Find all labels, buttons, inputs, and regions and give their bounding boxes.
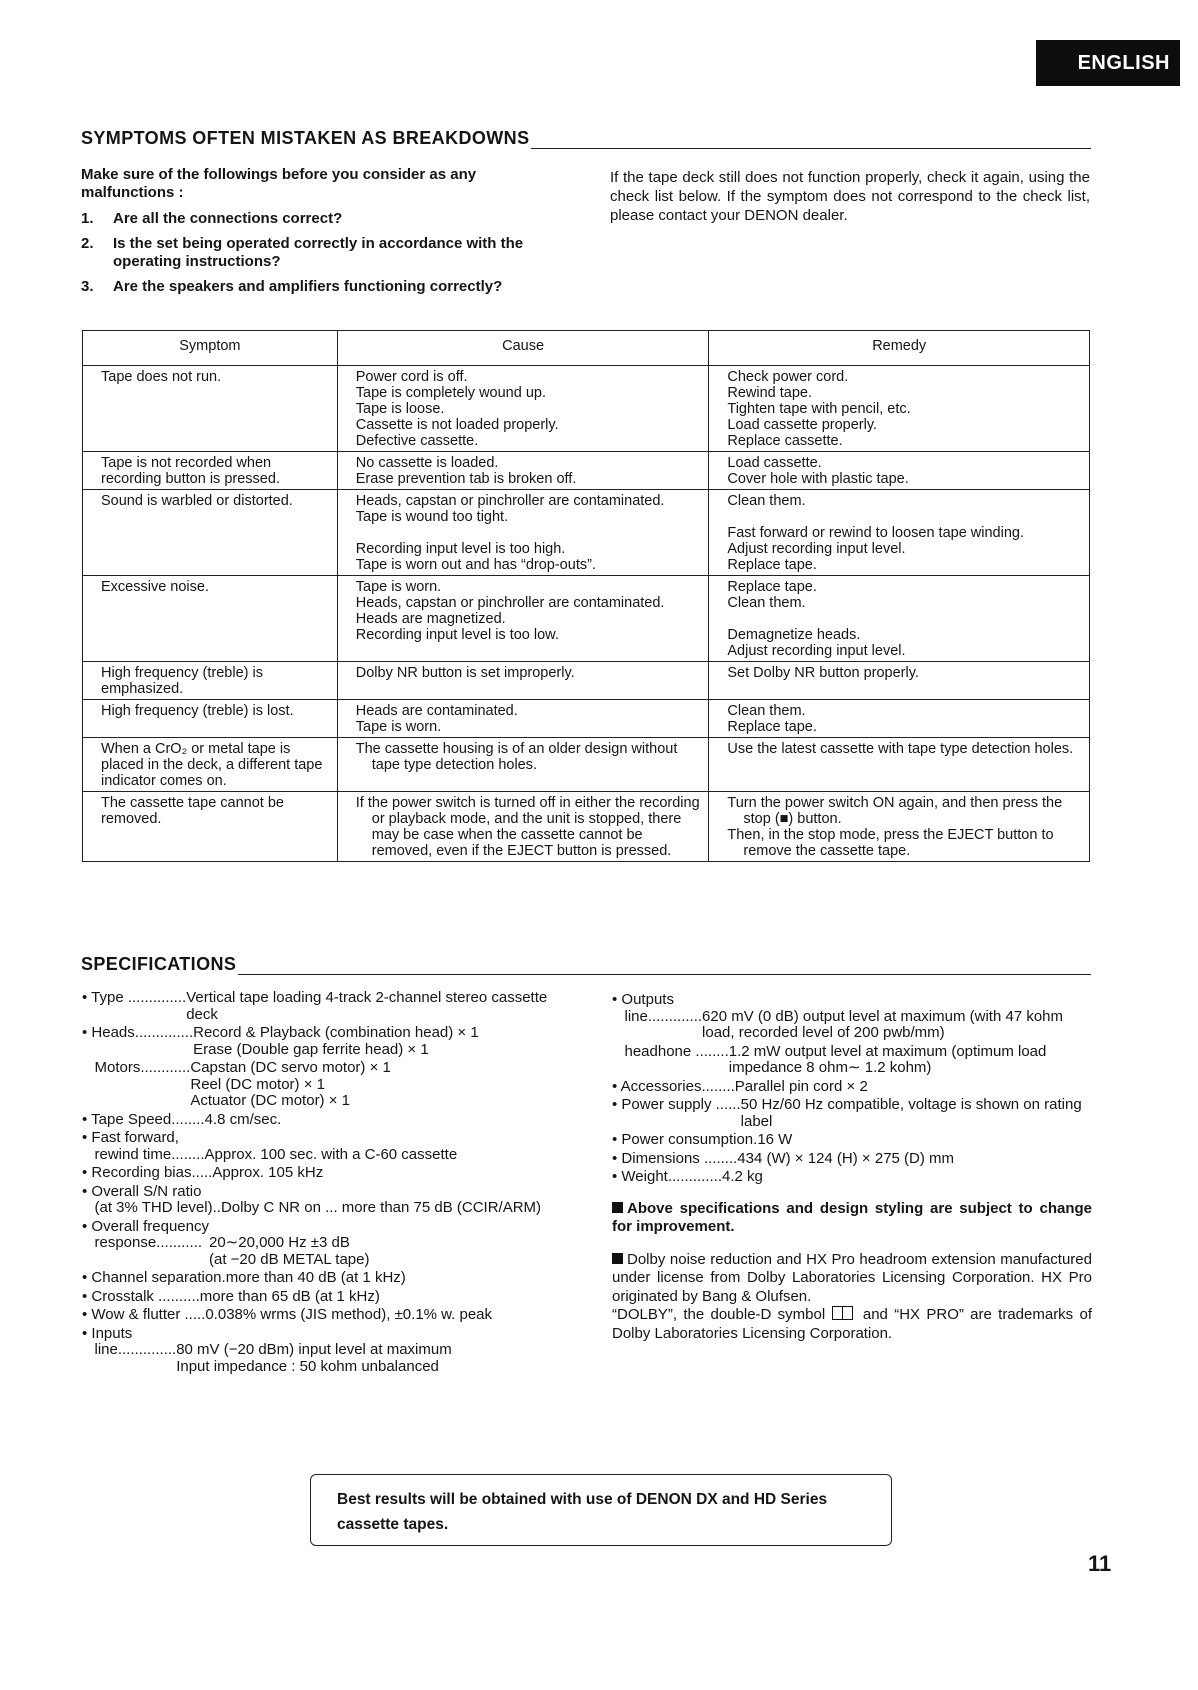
spec-row bbox=[612, 1151, 1092, 1168]
check-text: Are the speakers and amplifiers functioning correctly? bbox=[113, 278, 503, 295]
spec-value: 434 (W) × 124 (H) × 275 (D) mm bbox=[737, 1149, 955, 1167]
symptoms-title: SYMPTOMS OFTEN MISTAKEN AS BREAKDOWNS bbox=[81, 128, 530, 148]
cause-cell bbox=[337, 738, 709, 792]
symptom-cell: When a CrO₂ or metal tape is placed in the deck, a different tape indicator comes on. bbox=[83, 738, 338, 792]
remedy-line: Turn the power switch ON again, and then press the stop (■) button. bbox=[727, 795, 1063, 827]
check-list bbox=[81, 210, 563, 296]
remedy-line: Use the latest cassette with tape type detection holes. bbox=[727, 741, 1074, 757]
intro-lead: Make sure of the followings before you consider as any malfunctions : bbox=[81, 166, 477, 201]
remedy-cell bbox=[709, 662, 1090, 700]
spec-value: 4.8 cm/sec. bbox=[204, 1110, 282, 1128]
spec-value bbox=[176, 1326, 562, 1343]
remedy-line: Check power cord. bbox=[727, 369, 849, 385]
specifications-title: SPECIFICATIONS bbox=[81, 954, 237, 974]
dolby-note bbox=[612, 1251, 1092, 1344]
spec-label: • Power consumption. bbox=[612, 1131, 758, 1148]
spec-value bbox=[221, 1184, 562, 1201]
heading-rule bbox=[238, 974, 1091, 975]
cause-line: Recording input level is too low. bbox=[355, 627, 559, 643]
spec-label: • Tape Speed........ bbox=[82, 1110, 205, 1128]
spec-value bbox=[205, 1130, 562, 1147]
spec-value: 0.038% wrms (JIS method), ±0.1% w. peak bbox=[205, 1306, 493, 1323]
symptom-cell: The cassette tape cannot be removed. bbox=[83, 792, 338, 862]
remedy-line: Set Dolby NR button properly. bbox=[727, 665, 919, 681]
remedy-line: Replace tape. bbox=[727, 719, 817, 735]
spec-row bbox=[82, 1112, 562, 1129]
spec-values bbox=[212, 1165, 562, 1182]
spec-value: 20∼20,000 Hz ±3 dB bbox=[208, 1234, 350, 1251]
table-row bbox=[83, 452, 1090, 490]
table-header-row bbox=[83, 331, 1090, 366]
intro-checklist bbox=[81, 166, 563, 303]
spec-values bbox=[737, 1151, 1092, 1168]
spec-value: 50 Hz/60 Hz compatible, voltage is shown on rating label bbox=[740, 1096, 1082, 1130]
symptom-cell: High frequency (treble) is lost. bbox=[83, 700, 338, 738]
spec-row bbox=[82, 990, 562, 1023]
spec-row bbox=[82, 1270, 562, 1287]
spec-value: Record & Playback (combination head) × 1 bbox=[193, 1024, 479, 1041]
spec-row bbox=[82, 1219, 562, 1269]
cause-line: The cassette housing is of an older design without tape type detection holes. bbox=[355, 741, 678, 773]
check-item bbox=[81, 210, 563, 228]
remedy-line: Rewind tape. bbox=[727, 385, 813, 401]
dolby-trademark-text-a: “DOLBY”, the double-D symbol bbox=[612, 1306, 826, 1323]
symptom-cell: Tape is not recorded when recording button is pressed. bbox=[83, 452, 338, 490]
spec-label: • Wow & flutter ..... bbox=[82, 1306, 206, 1323]
spec-value: Dolby C NR on ... more than 75 dB (CCIR/ARM) bbox=[220, 1199, 542, 1216]
cause-line: Cassette is not loaded properly. bbox=[355, 417, 559, 433]
spec-label: Motors............ bbox=[82, 1059, 191, 1076]
header-cause: Cause bbox=[337, 331, 709, 366]
remedy-line: Then, in the stop mode, press the EJECT button to remove the cassette tape. bbox=[727, 827, 1054, 859]
remedy-line: Adjust recording input level. bbox=[727, 541, 906, 557]
symptom-cell: Excessive noise. bbox=[83, 576, 338, 662]
remedy-line: Load cassette properly. bbox=[727, 417, 878, 433]
cause-cell bbox=[337, 700, 709, 738]
cause-line: Tape is worn. bbox=[355, 719, 442, 735]
cause-line: Heads are magnetized. bbox=[355, 611, 506, 627]
spec-value: Approx. 100 sec. with a C-60 cassette bbox=[204, 1145, 458, 1163]
remedy-line: Adjust recording input level. bbox=[727, 643, 906, 659]
cause-line: Tape is completely wound up. bbox=[355, 385, 546, 401]
cause-cell bbox=[337, 792, 709, 862]
symptoms-heading bbox=[81, 128, 1091, 149]
remedy-cell bbox=[709, 366, 1090, 452]
cause-line: Heads are contaminated. bbox=[355, 703, 518, 719]
spec-label: • Heads.............. bbox=[82, 1024, 194, 1041]
remedy-line: Clean them. bbox=[727, 595, 806, 611]
spec-value: (at −20 dB METAL tape) bbox=[208, 1250, 370, 1268]
spec-value bbox=[702, 992, 1092, 1009]
remedy-line: Fast forward or rewind to loosen tape winding. bbox=[727, 525, 1024, 541]
specifications-heading bbox=[81, 954, 1091, 975]
remedy-cell bbox=[709, 738, 1090, 792]
table-row bbox=[83, 792, 1090, 862]
cause-line: If the power switch is turned off in either the recording or playback mode, and the unit is stopped, there may be case when the cassette cannot be removed, even if the EJECT button is pressed. bbox=[355, 795, 700, 859]
symptom-cell: Sound is warbled or distorted. bbox=[83, 490, 338, 576]
spec-values bbox=[226, 1270, 562, 1287]
cause-line: No cassette is loaded. bbox=[355, 455, 499, 471]
language-badge: ENGLISH bbox=[1036, 40, 1180, 86]
remedy-cell bbox=[709, 792, 1090, 862]
spec-value: 620 mV (0 dB) output level at maximum (with 47 kohm load, recorded level of 200 pwb/mm) bbox=[702, 1007, 1064, 1041]
spec-values bbox=[209, 1219, 562, 1269]
spec-row bbox=[82, 1060, 562, 1110]
table-row bbox=[83, 490, 1090, 576]
cause-line: Tape is worn. bbox=[355, 579, 442, 595]
spec-value: 4.2 kg bbox=[722, 1168, 763, 1185]
spec-row bbox=[82, 1165, 562, 1182]
spec-label: • Recording bias..... bbox=[82, 1164, 213, 1181]
cause-cell bbox=[337, 366, 709, 452]
remedy-line: Clean them. bbox=[727, 493, 806, 509]
spec-value: Capstan (DC servo motor) × 1 bbox=[190, 1059, 391, 1076]
header-remedy: Remedy bbox=[709, 331, 1090, 366]
spec-value: more than 65 dB (at 1 kHz) bbox=[199, 1287, 380, 1305]
spec-values bbox=[176, 1326, 562, 1376]
remedy-line bbox=[727, 509, 1083, 525]
spec-label: • Overall frequency response........... bbox=[82, 1217, 209, 1251]
cause-cell bbox=[337, 452, 709, 490]
page-number: 11 bbox=[1088, 1551, 1112, 1576]
spec-value: 1.2 mW output level at maximum (optimum load impedance 8 ohm∼ 1.2 kohm) bbox=[728, 1042, 1047, 1076]
spec-change-note bbox=[612, 1200, 1092, 1237]
header-symptom: Symptom bbox=[83, 331, 338, 366]
spec-label: headhone ........ bbox=[612, 1042, 729, 1060]
cause-line: Erase prevention tab is broken off. bbox=[355, 471, 577, 487]
spec-value: Reel (DC motor) × 1 bbox=[190, 1075, 325, 1093]
table-row bbox=[83, 662, 1090, 700]
cause-cell bbox=[337, 490, 709, 576]
spec-label: • Type .............. bbox=[82, 989, 187, 1006]
spec-value: 16 W bbox=[757, 1131, 793, 1148]
spec-value: Vertical tape loading 4-track 2-channel stereo cassette deck bbox=[186, 989, 548, 1023]
table-row bbox=[83, 576, 1090, 662]
remedy-line: Demagnetize heads. bbox=[727, 627, 861, 643]
double-d-icon bbox=[842, 1306, 853, 1320]
spec-values bbox=[205, 1307, 562, 1324]
check-text: Is the set being operated correctly in accordance with the operating instructions? bbox=[113, 235, 524, 270]
spec-label: • Crosstalk .......... bbox=[82, 1287, 200, 1305]
square-bullet-icon bbox=[612, 1202, 623, 1213]
spec-value: Erase (Double gap ferrite head) × 1 bbox=[193, 1040, 429, 1058]
spec-row bbox=[82, 1130, 562, 1163]
remedy-line: Load cassette. bbox=[727, 455, 822, 471]
cause-line: Tape is wound too tight. bbox=[355, 509, 509, 525]
remedy-line: Tighten tape with pencil, etc. bbox=[727, 401, 911, 417]
spec-value: more than 40 dB (at 1 kHz) bbox=[225, 1269, 406, 1286]
spec-value: Parallel pin cord × 2 bbox=[734, 1077, 868, 1095]
remedy-cell bbox=[709, 700, 1090, 738]
spec-row bbox=[612, 1132, 1092, 1149]
dolby-license-text: Dolby noise reduction and HX Pro headroom extension manufactured under license from Dolby Laboratories Licensing Corporation. HX Pro originated by Bang & Olufsen. bbox=[612, 1250, 1092, 1305]
remedy-line: Cover hole with plastic tape. bbox=[727, 471, 909, 487]
cause-line: Defective cassette. bbox=[355, 433, 479, 449]
spec-row bbox=[82, 1289, 562, 1306]
spec-values bbox=[200, 1289, 562, 1306]
cause-line: Tape is worn out and has “drop-outs”. bbox=[355, 557, 596, 573]
troubleshooting-table bbox=[82, 330, 1090, 862]
spec-value: 80 mV (−20 dBm) input level at maximum bbox=[176, 1341, 452, 1358]
spec-row bbox=[82, 1307, 562, 1324]
spec-value: Actuator (DC motor) × 1 bbox=[190, 1092, 350, 1109]
check-number: 2. bbox=[81, 235, 94, 252]
spec-label: • Outputs line............. bbox=[612, 991, 703, 1025]
cause-line: Heads, capstan or pinchroller are contaminated. bbox=[355, 595, 665, 611]
remedy-cell bbox=[709, 490, 1090, 576]
symptom-cell: Tape does not run. bbox=[83, 366, 338, 452]
spec-row bbox=[82, 1326, 562, 1376]
specs-right-column bbox=[612, 992, 1092, 1343]
spec-label: • Overall S/N ratio (at 3% THD level).. bbox=[82, 1182, 221, 1216]
table-row bbox=[83, 738, 1090, 792]
cause-line: Tape is loose. bbox=[355, 401, 445, 417]
spec-values bbox=[757, 1132, 1092, 1149]
spec-row bbox=[82, 1025, 562, 1058]
intro-contact-note: If the tape deck still does not function properly, check it again, using the check list below. If the symptom does not correspond to the check list, please contact your DENON dealer. bbox=[610, 169, 1090, 224]
table-row bbox=[83, 366, 1090, 452]
remedy-line: Replace tape. bbox=[727, 579, 817, 595]
spec-values bbox=[221, 1184, 562, 1217]
check-item bbox=[81, 235, 563, 271]
remedy-cell bbox=[709, 576, 1090, 662]
spec-row bbox=[82, 1184, 562, 1217]
spec-label: • Accessories........ bbox=[612, 1077, 735, 1095]
cause-line: Dolby NR button is set improperly. bbox=[355, 665, 575, 681]
check-text: Are all the connections correct? bbox=[113, 210, 343, 227]
spec-label: • Inputs line.............. bbox=[82, 1324, 177, 1358]
spec-values bbox=[741, 1097, 1092, 1130]
spec-label: • Channel separation. bbox=[82, 1269, 226, 1286]
check-item bbox=[81, 278, 563, 296]
specs-left-column bbox=[82, 990, 562, 1377]
best-results-box: Best results will be obtained with use of DENON DX and HD Series cassette tapes. bbox=[310, 1474, 892, 1546]
cause-line: Recording input level is too high. bbox=[355, 541, 566, 557]
spec-value: Input impedance : 50 kohm unbalanced bbox=[176, 1357, 439, 1375]
spec-value: Approx. 105 kHz bbox=[212, 1164, 324, 1181]
cause-cell bbox=[337, 576, 709, 662]
spec-values bbox=[729, 1044, 1092, 1077]
cause-line: Power cord is off. bbox=[355, 369, 468, 385]
remedy-line bbox=[727, 611, 1083, 627]
spec-values bbox=[190, 1060, 562, 1110]
cause-line bbox=[356, 525, 703, 541]
spec-row bbox=[612, 1169, 1092, 1186]
spec-label: • Power supply ...... bbox=[612, 1096, 741, 1113]
remedy-line: Replace tape. bbox=[727, 557, 817, 573]
spec-values bbox=[205, 1112, 562, 1129]
spec-change-text: Above specifications and design styling are subject to change for improvement. bbox=[612, 1199, 1092, 1235]
spec-row bbox=[612, 1097, 1092, 1130]
square-bullet-icon bbox=[612, 1253, 623, 1264]
cause-line: Heads, capstan or pinchroller are contaminated. bbox=[355, 493, 665, 509]
spec-value bbox=[209, 1219, 562, 1236]
dolby-trademark-text-b: and “HX PRO” are trademarks of Dolby Laboratories Licensing Corporation. bbox=[612, 1306, 1093, 1342]
check-number: 3. bbox=[81, 278, 94, 295]
spec-values bbox=[702, 992, 1092, 1042]
spec-row bbox=[612, 1079, 1092, 1096]
remedy-line: Clean them. bbox=[727, 703, 806, 719]
spec-values bbox=[186, 990, 562, 1023]
specs-right-list bbox=[612, 992, 1092, 1186]
spec-values bbox=[735, 1079, 1092, 1096]
symptom-cell: High frequency (treble) is emphasized. bbox=[83, 662, 338, 700]
spec-label: • Weight............. bbox=[612, 1168, 723, 1185]
spec-values bbox=[722, 1169, 1092, 1186]
remedy-line: Replace cassette. bbox=[727, 433, 843, 449]
remedy-cell bbox=[709, 452, 1090, 490]
cause-cell bbox=[337, 662, 709, 700]
spec-row bbox=[612, 992, 1092, 1042]
spec-row bbox=[612, 1044, 1092, 1077]
spec-values bbox=[205, 1130, 562, 1163]
table-row bbox=[83, 700, 1090, 738]
spec-label: • Fast forward, rewind time........ bbox=[82, 1129, 205, 1163]
spec-label: • Dimensions ........ bbox=[612, 1149, 738, 1167]
heading-rule bbox=[531, 148, 1091, 149]
check-number: 1. bbox=[81, 210, 94, 227]
spec-values bbox=[193, 1025, 562, 1058]
